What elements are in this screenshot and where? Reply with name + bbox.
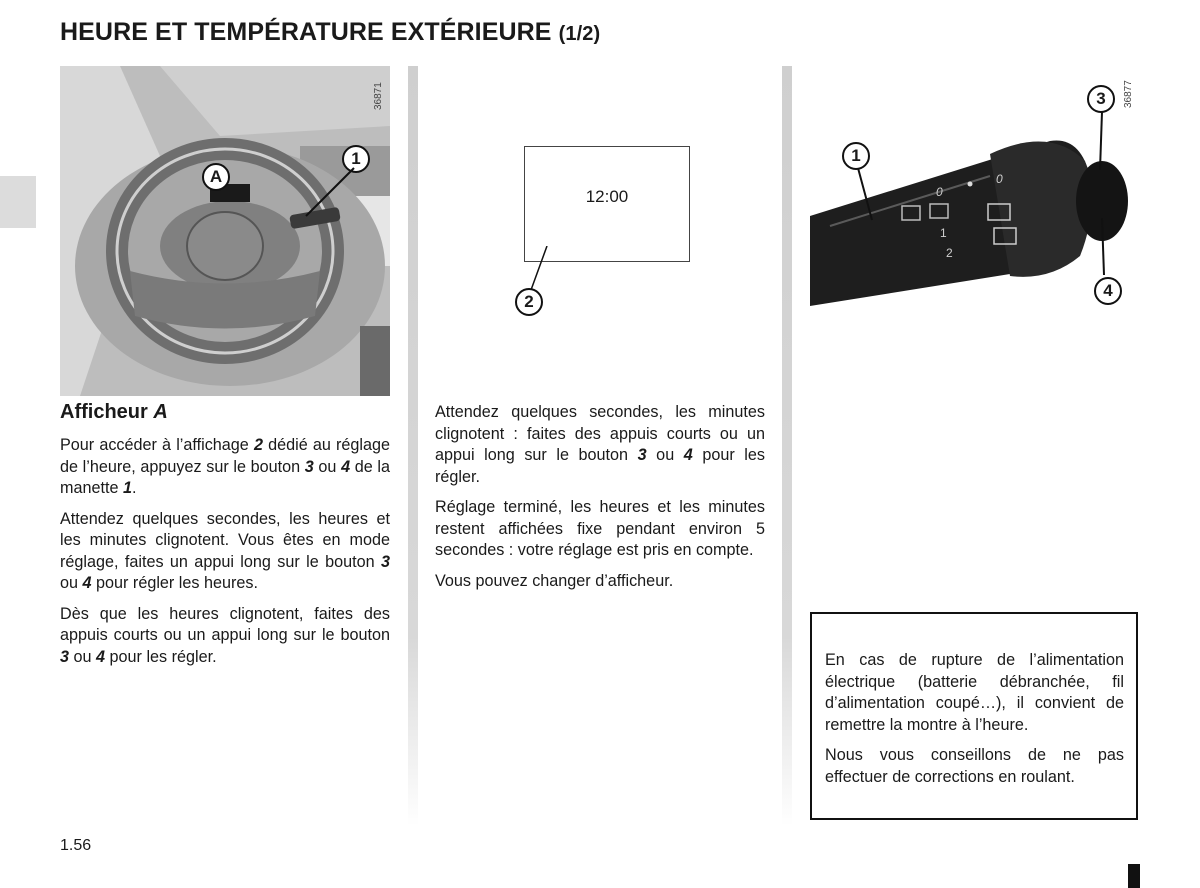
figure-ref: 36871 xyxy=(373,82,384,110)
stalk-label: 2 xyxy=(946,246,953,260)
callout-leader xyxy=(300,166,360,226)
paragraph: Attendez quelques secondes, les minutes clignotent : faites des appuis courts ou un appui long sur le bouton 3 ou 4 pour les régler. xyxy=(435,403,765,486)
paragraph: Pour accéder à l’affichage 2 dédié au réglage de l’heure, appuyez sur le bouton 3 ou 4 de la manette 1. xyxy=(60,436,391,497)
page-title xyxy=(60,18,600,47)
page-title-part: (1/2) xyxy=(558,23,601,45)
figure-ref: 36877 xyxy=(1123,80,1134,108)
column-separator xyxy=(408,66,418,826)
paragraph: Réglage terminé, les heures et les minutes restent affichées fixe pendant environ 5 secondes : votre réglage est pris en compte. xyxy=(435,498,765,559)
section-heading-letter: A xyxy=(153,401,168,423)
callout-4: 4 xyxy=(1094,277,1122,305)
chapter-tab xyxy=(0,176,36,228)
column-2-text xyxy=(435,402,765,601)
stalk-label: 1 xyxy=(940,226,947,240)
section-heading-text: Afficheur xyxy=(60,401,148,423)
stalk-label: 0 xyxy=(996,172,1003,186)
corner-mark xyxy=(1128,864,1140,888)
callout-leaders xyxy=(850,110,1130,290)
paragraph: Dès que les heures clignotent, faites des appuis courts ou un appui long sur le bouton 3 ou 4 pour les régler. xyxy=(60,604,390,666)
note-paragraph: Nous vous conseillons de ne pas effectuer de corrections en roulant. xyxy=(825,746,1124,786)
paragraph: Attendez quelques secondes, les heures et les minutes clignotent. Vous êtes en mode réglage, faites un appui long sur le bouton 3 ou 4 pour régler les heures. xyxy=(60,509,390,592)
section-heading xyxy=(60,401,168,424)
stalk-label: 0 xyxy=(936,185,943,199)
paragraph: Vous pouvez changer d’afficheur. xyxy=(435,571,674,590)
page-title-text: HEURE ET TEMPÉRATURE EXTÉRIEURE xyxy=(60,18,552,46)
note-box xyxy=(810,612,1138,820)
note-paragraph: En cas de rupture de l’alimentation électrique (batterie débranchée, fil d’alimentation coupé…), il convient de remettre la montre à l’heure. xyxy=(825,651,1124,734)
clock-time: 12:00 xyxy=(585,187,629,206)
callout-1: 1 xyxy=(342,145,370,173)
clock-display xyxy=(524,146,690,262)
callout-a: A xyxy=(202,163,230,191)
callout-leader xyxy=(525,246,555,294)
page-number: 1.56 xyxy=(60,837,92,854)
callout-2: 2 xyxy=(515,288,543,316)
column-separator xyxy=(782,66,792,826)
callout-3: 3 xyxy=(1087,85,1115,113)
dashboard-illustration xyxy=(60,66,390,396)
column-1-text xyxy=(60,435,390,677)
callout-1: 1 xyxy=(842,142,870,170)
